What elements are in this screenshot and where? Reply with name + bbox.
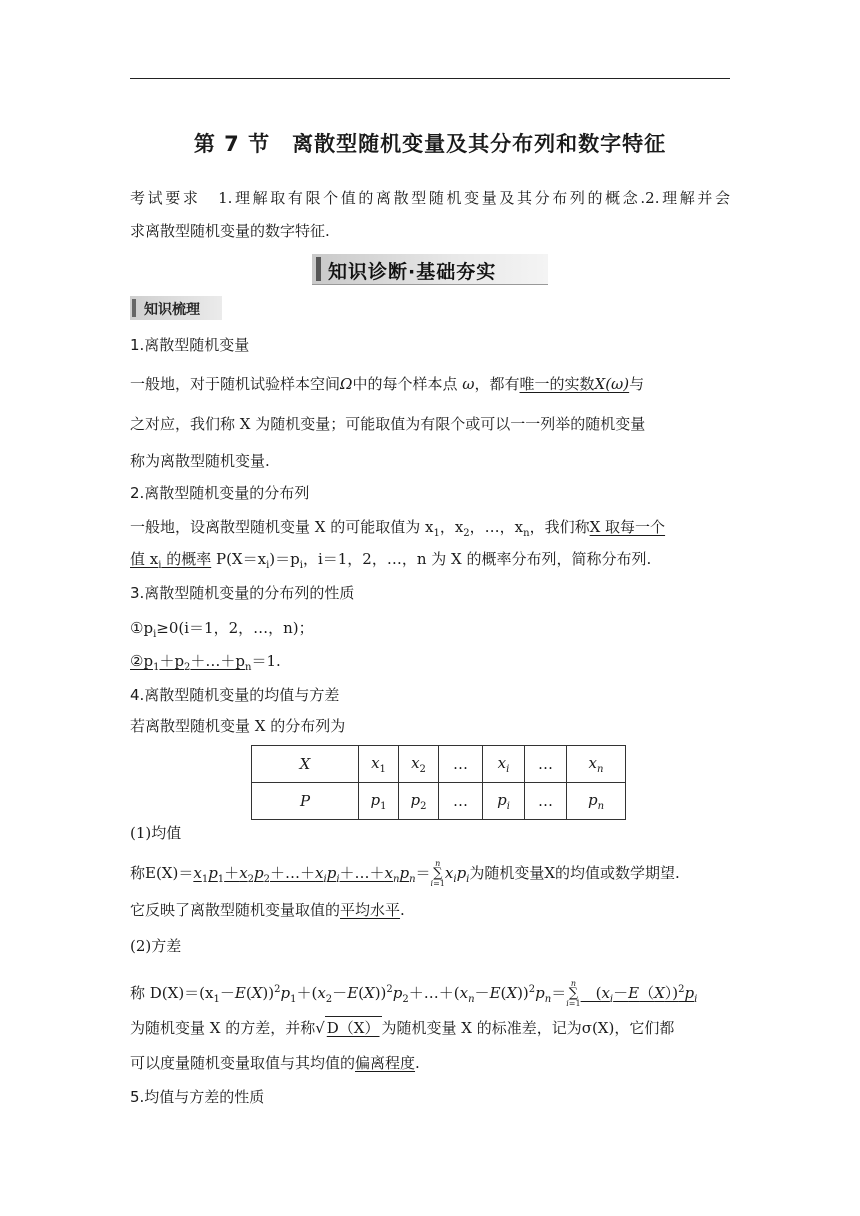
mean-heading: (1)均值 xyxy=(130,824,182,842)
exam-requirements-line-1 xyxy=(130,187,730,208)
banner-title: 知识诊断·基础夯实 xyxy=(328,261,497,283)
section-banner xyxy=(312,254,548,284)
header-rule xyxy=(130,78,730,79)
table-cell: $x_i$ xyxy=(483,746,525,783)
table-cell: … xyxy=(439,746,483,783)
property-2: $②p_1+p_2+\dots+p_n=1$. xyxy=(130,652,281,673)
property-1: $①p_i\ge 0(i=1$，2，…，n)； xyxy=(130,619,314,640)
table-cell: $x_2$ xyxy=(399,746,439,783)
s2-line-1: 一般地，设离散型随机变量 X 的可能取值为 $x_1$，$x_2$，…，$x_n$，我们称X 取每一个 xyxy=(130,518,666,539)
variance-formula: 称 $D(X)=(x_1-E(X))^2p_1+(x_2-E(X))^2p_2+\dots+(x_n-E(X))^2p_n=$ n ∑ i=1 $(x_i-E(X))^2p_i$ xyxy=(130,979,698,1008)
table-cell: … xyxy=(525,746,567,783)
variance-text-line-3: 可以度量随机变量取值与其均值的偏离程度. xyxy=(130,1054,420,1072)
table-cell: … xyxy=(525,783,567,820)
tag-bar-icon xyxy=(132,299,136,317)
sum-symbol-icon: n ∑ i=1 xyxy=(566,979,581,1008)
heading-properties-mean-variance: 5.均值与方差的性质 xyxy=(130,1088,265,1106)
mean-formula: 称$E(X)=x_1p_1+x_2p_2+\dots+x_ip_i+\dots+x_np_n=$ n ∑ i=1 $x_ip_i$为随机变量X的均值或数学期望. xyxy=(130,859,680,888)
variance-text-line-2: 为随机变量 X 的方差，并称√ D（X） 为随机变量 X 的标准差，记为σ(X)，它们都 xyxy=(130,1016,730,1038)
subsection-tag xyxy=(130,296,222,320)
variance-heading: (2)方差 xyxy=(130,937,182,955)
table-cell: X xyxy=(252,746,359,783)
s1-line-1: 一般地，对于随机试验样本空间Ω中的每个样本点 ω，都有唯一的实数X(ω)与 xyxy=(130,375,645,393)
s1-line-2: 之对应，我们称 X 为随机变量；可能取值为有限个或可以一一列举的随机变量 xyxy=(130,415,646,433)
table-row xyxy=(252,746,626,783)
heading-distribution: 2.离散型随机变量的分布列 xyxy=(130,484,310,502)
table-cell: $p_2$ xyxy=(399,783,439,820)
sum-symbol-icon: n ∑ i=1 xyxy=(430,859,445,888)
s2-line-2: 值 $x_i$ 的概率 $P(X=x_i)=p_i$，i＝1，2，…，n 为 X 的概率分布列，简称分布列. xyxy=(130,550,652,571)
page-title: 第 7 节 离散型随机变量及其分布列和数字特征 xyxy=(193,132,667,156)
table-cell: $x_n$ xyxy=(567,746,626,783)
heading-discrete-variable: 1.离散型随机变量 xyxy=(130,336,250,354)
heading-properties: 3.离散型随机变量的分布列的性质 xyxy=(130,584,355,602)
table-cell: … xyxy=(439,783,483,820)
table-cell: $p_i$ xyxy=(483,783,525,820)
s4-intro: 若离散型随机变量 X 的分布列为 xyxy=(130,717,346,735)
exam-requirements-text: 1.理解取有限个值的离散型随机变量及其分布列的概念.2.理解并会 xyxy=(218,189,730,207)
heading-mean-variance: 4.离散型随机变量的均值与方差 xyxy=(130,686,340,704)
table-row xyxy=(252,783,626,820)
table-cell: $p_1$ xyxy=(359,783,399,820)
distribution-table xyxy=(251,745,626,820)
sqrt-symbol-icon: √ xyxy=(315,1019,325,1037)
tag-title: 知识梳理 xyxy=(144,302,200,318)
table-cell: $p_n$ xyxy=(567,783,626,820)
mean-explanation: 它反映了离散型随机变量取值的平均水平. xyxy=(130,901,405,919)
table-cell: $x_1$ xyxy=(359,746,399,783)
table-cell: P xyxy=(252,783,359,820)
exam-requirements-line-2: 求离散型随机变量的数字特征. xyxy=(130,222,330,240)
s1-line-3: 称为离散型随机变量. xyxy=(130,452,270,470)
banner-bar-icon xyxy=(316,257,321,281)
exam-requirements-label: 考试要求 xyxy=(130,189,201,207)
